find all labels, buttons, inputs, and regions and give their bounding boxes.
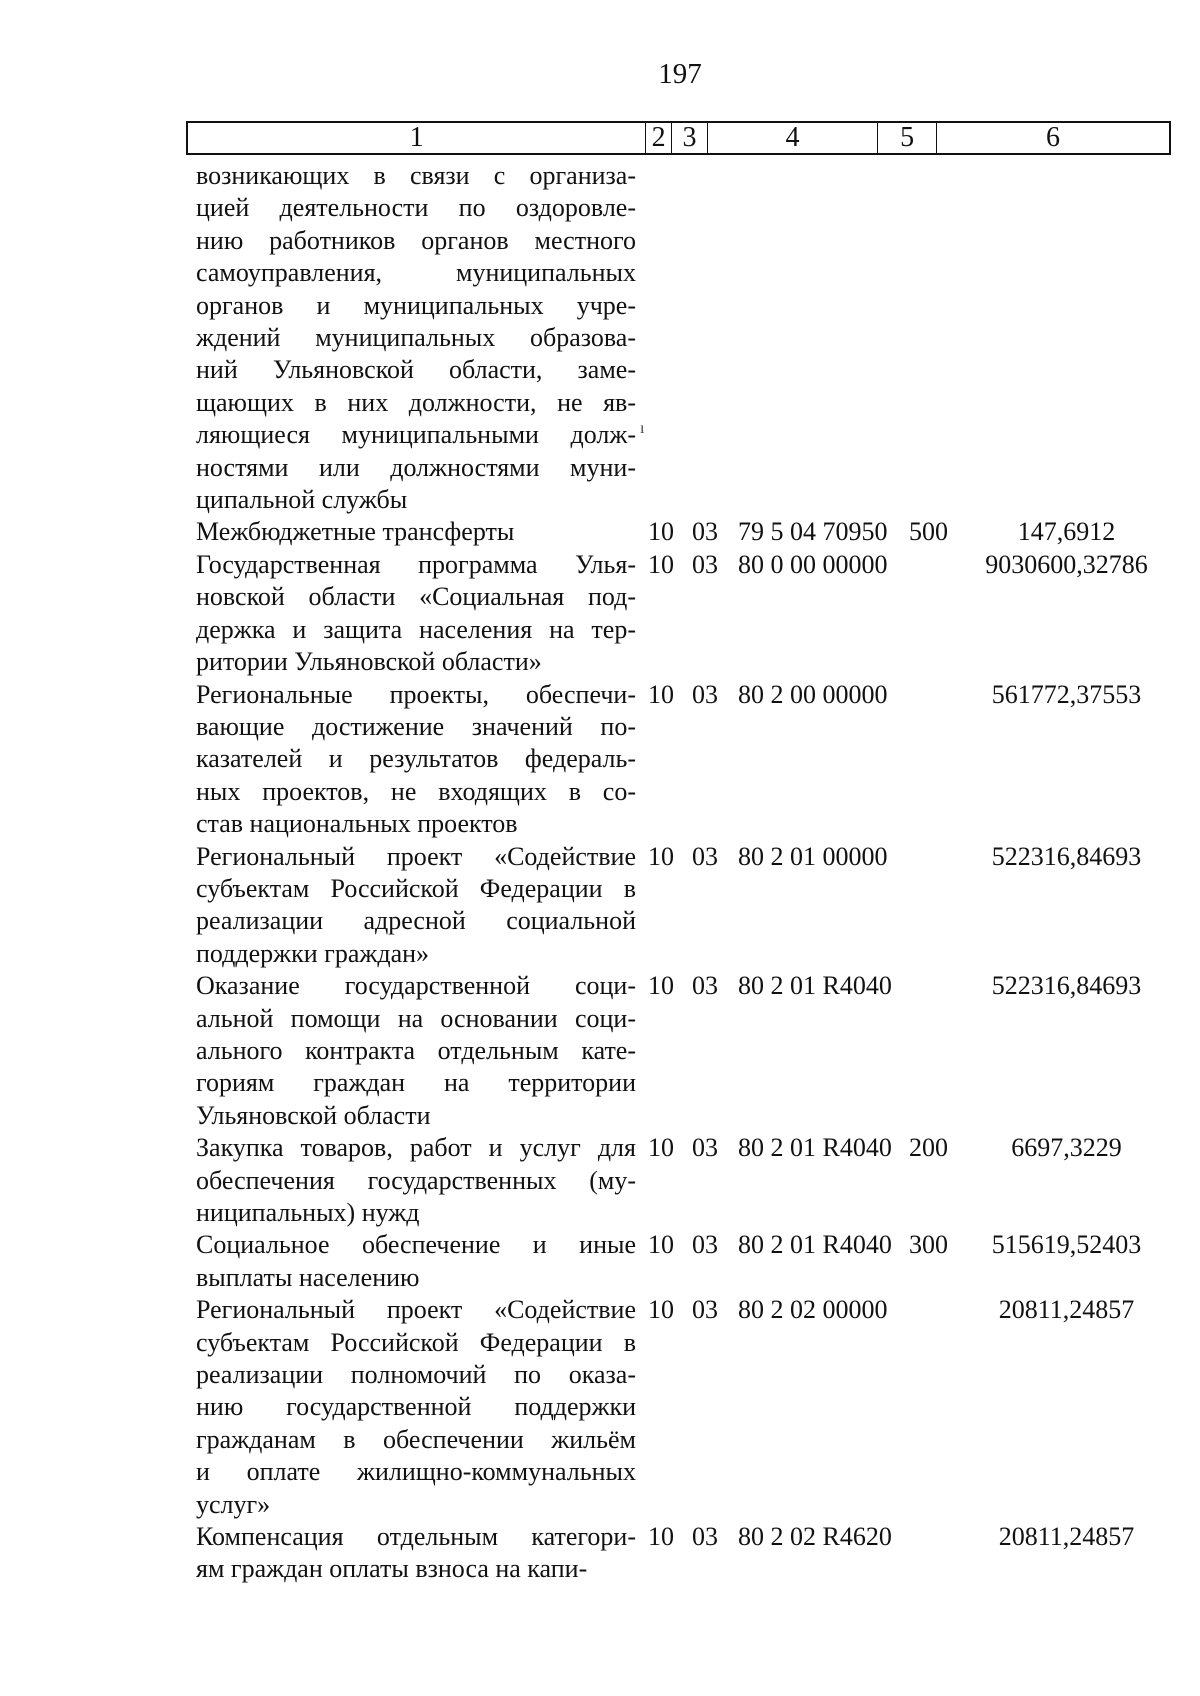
description-line: нию государственной поддержки [196, 1392, 636, 1422]
description-line: ностями или должностями муни- [196, 452, 636, 482]
amount: 515619,52403 [991, 1230, 1142, 1260]
row-description [196, 1294, 636, 1521]
description-line: цией деятельности по оздоровле- [196, 193, 636, 223]
description-line: казателей и результатов федераль- [196, 744, 636, 774]
section-code: 10 [648, 549, 674, 579]
description-line: вающие достижение значений по- [196, 711, 636, 741]
description-line: ляющиеся муниципальными долж- [196, 420, 636, 450]
table-row [196, 160, 1196, 516]
description-line: Компенсация отдельным категори- [196, 1522, 636, 1552]
table-row [196, 1229, 1196, 1294]
row-description [196, 1229, 636, 1294]
description-line: Оказание государственной соци- [196, 971, 636, 1001]
description-line: Государственная программа Улья- [196, 549, 636, 579]
target-article-code: 79 5 04 70950 [738, 517, 888, 547]
subsection-code: 03 [692, 1230, 718, 1260]
description-line: выплаты населению [196, 1262, 420, 1292]
description-line: став национальных проектов [196, 809, 518, 839]
amount: 147,6912 [1017, 517, 1116, 547]
amount: 20811,24857 [998, 1522, 1135, 1552]
amount: 20811,24857 [998, 1295, 1135, 1325]
description-line: Ульяновской области [196, 1100, 431, 1130]
row-description [196, 549, 636, 679]
description-line: Социальное обеспечение и иные [196, 1230, 636, 1260]
target-article-code: 80 2 01 R4040 [738, 1230, 892, 1260]
description-line: щающих в них должности, не яв- [196, 387, 636, 417]
description-line: Закупка товаров, работ и услуг для [196, 1133, 636, 1163]
description-line: реализации адресной социальной [196, 906, 636, 936]
section-code: 10 [648, 517, 674, 547]
description-line: нию работников органов местного [196, 225, 636, 255]
target-article-code: 80 0 00 00000 [738, 549, 888, 579]
description-line: самоуправления, муниципальных [196, 258, 636, 288]
description-line: ритории Ульяновской области» [196, 647, 542, 677]
amount: 9030600,32786 [985, 549, 1148, 579]
column-header-5: 5 [878, 123, 937, 153]
description-line: ям граждан оплаты взноса на капи- [196, 1554, 588, 1584]
description-line: альной помощи на основании соци- [196, 1003, 636, 1033]
subsection-code: 03 [692, 1522, 718, 1552]
description-line: ального контракта отдельным кате- [196, 1035, 636, 1065]
column-header-3: 3 [672, 123, 708, 153]
subsection-code: 03 [692, 517, 718, 547]
section-code: 10 [648, 679, 674, 709]
expense-type-code: 500 [909, 517, 948, 547]
column-header-2: 2 [646, 123, 672, 153]
target-article-code: 80 2 00 00000 [738, 679, 888, 709]
row-description [196, 160, 636, 516]
section-code: 10 [648, 841, 674, 871]
row-description [196, 841, 636, 971]
table-row [196, 1294, 1196, 1521]
row-description [196, 1132, 636, 1229]
table-header [186, 121, 1171, 155]
amount: 522316,84693 [991, 841, 1142, 871]
description-line: Межбюджетные трансферты [196, 517, 515, 547]
description-line: и оплате жилищно-коммунальных [196, 1457, 636, 1487]
row-description [196, 516, 636, 548]
target-article-code: 80 2 02 R4620 [738, 1522, 892, 1552]
table-row [196, 679, 1196, 841]
target-article-code: 80 2 01 00000 [738, 841, 888, 871]
description-line: реализации полномочий по оказа- [196, 1360, 636, 1390]
row-description [196, 679, 636, 841]
section-code: 10 [648, 1230, 674, 1260]
table-row [196, 841, 1196, 971]
description-line: Региональный проект «Содействие [196, 841, 636, 871]
subsection-code: 03 [692, 679, 718, 709]
description-line: ципальной службы [196, 485, 408, 515]
table-row [196, 549, 1196, 679]
scan-speck: ı [640, 420, 645, 437]
description-line: гориям граждан на территории [196, 1068, 636, 1098]
description-line: ний Ульяновской области, заме- [196, 355, 636, 385]
row-description [196, 1521, 636, 1586]
target-article-code: 80 2 01 R4040 [738, 1133, 892, 1163]
target-article-code: 80 2 02 00000 [738, 1295, 888, 1325]
description-line: гражданам в обеспечении жильём [196, 1424, 636, 1454]
description-line: новской области «Социальная под- [196, 582, 636, 612]
description-line: возникающих в связи с организа- [196, 161, 636, 190]
subsection-code: 03 [692, 1133, 718, 1163]
description-line: субъектам Российской Федерации в [196, 1327, 636, 1357]
column-header-6: 6 [1045, 122, 1060, 153]
subsection-code: 03 [692, 971, 718, 1001]
table-row [196, 970, 1196, 1132]
description-line: субъектам Российской Федерации в [196, 873, 636, 903]
column-header-4: 4 [708, 123, 878, 153]
expense-type-code: 300 [909, 1230, 948, 1260]
description-line: органов и муниципальных учре- [196, 290, 636, 320]
description-line: ниципальных) нужд [196, 1198, 420, 1227]
description-line: ждений муниципальных образова- [196, 323, 636, 353]
table-row [196, 1132, 1196, 1229]
description-line: ных проектов, не входящих в со- [196, 776, 636, 806]
target-article-code: 80 2 01 R4040 [738, 971, 892, 1001]
subsection-code: 03 [692, 549, 718, 579]
description-line: поддержки граждан» [196, 938, 430, 968]
page-number: 197 [658, 58, 702, 90]
description-line: Региональный проект «Содействие [196, 1295, 636, 1325]
amount: 6697,3229 [1011, 1133, 1122, 1163]
description-line: Региональные проекты, обеспечи- [196, 679, 636, 709]
section-code: 10 [648, 1522, 674, 1552]
description-line: держка и защита населения на тер- [196, 614, 636, 644]
section-code: 10 [648, 971, 674, 1001]
description-line: услуг» [196, 1489, 271, 1519]
section-code: 10 [648, 1295, 674, 1325]
row-description [196, 970, 636, 1132]
description-line: обеспечения государственных (му- [196, 1165, 636, 1195]
table-row [196, 1521, 1196, 1586]
subsection-code: 03 [692, 1295, 718, 1325]
section-code: 10 [648, 1133, 674, 1163]
amount: 522316,84693 [991, 971, 1142, 1001]
column-header-1: 1 [188, 123, 646, 153]
table-body [196, 160, 1196, 1586]
subsection-code: 03 [692, 841, 718, 871]
table-row [196, 516, 1196, 548]
expense-type-code: 200 [909, 1133, 948, 1163]
amount: 561772,37553 [991, 679, 1142, 709]
